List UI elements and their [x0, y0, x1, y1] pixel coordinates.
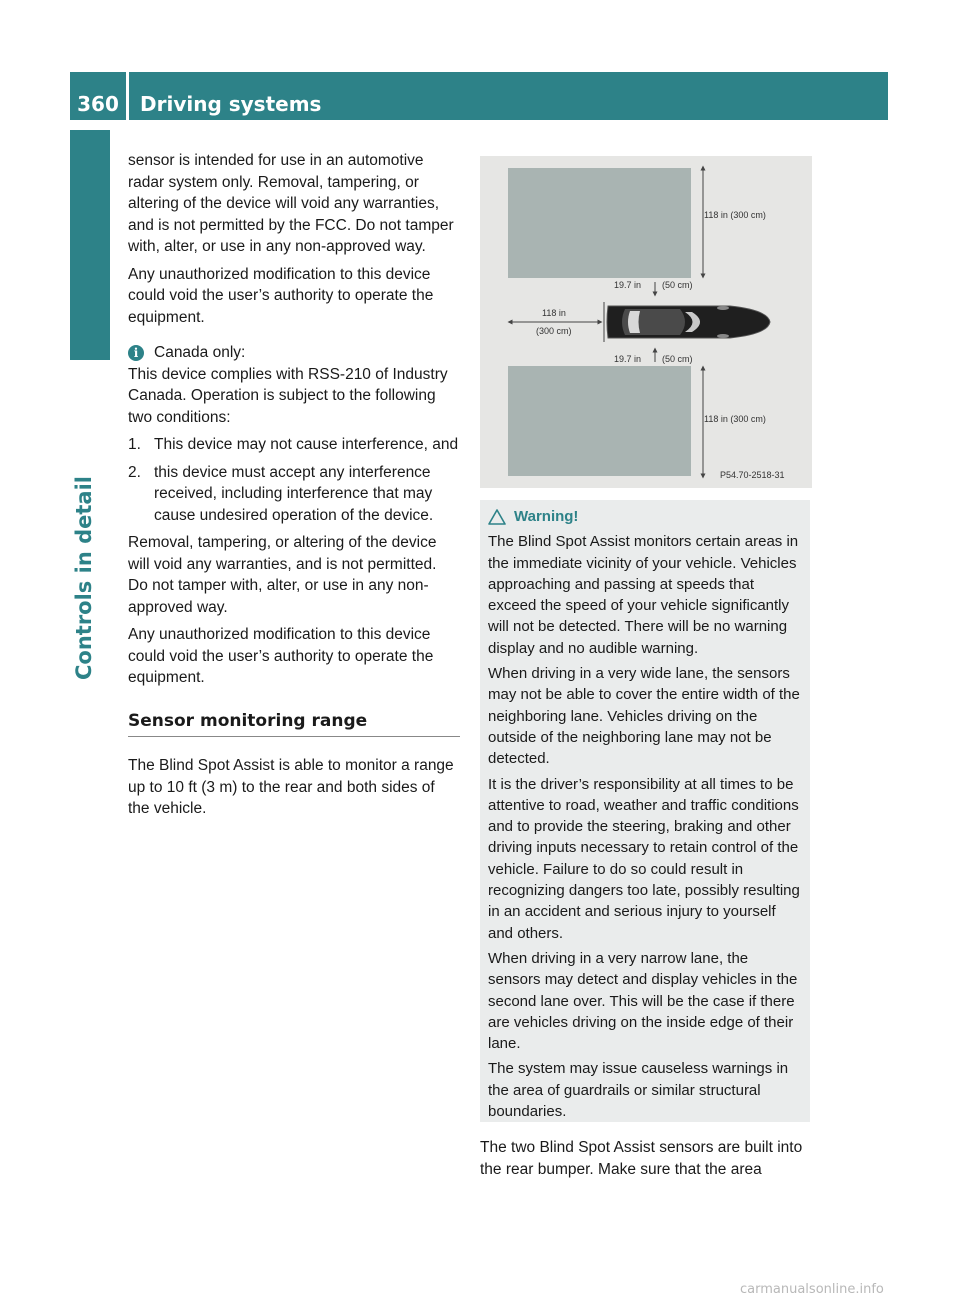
- car-top-view-icon: [607, 306, 770, 338]
- subheading: Sensor monitoring range: [128, 711, 460, 738]
- diagram-svg: [480, 156, 812, 488]
- paragraph: Removal, tampering, or altering of the device will void any warranties, and is not permitted. Do not tamper with, alter, or use in any non-approved way.: [128, 534, 437, 616]
- paragraph: sensor is intended for use in an automotive radar system only. Removal, tampering, or altering of the device will void any warranties, and is not permitted by the FCC. Do not tamper with, alter, or use in any non-approved way.: [128, 152, 454, 255]
- section-title: Driving systems: [140, 92, 322, 116]
- right-column: [480, 1137, 812, 1180]
- label-rear-cm: (300 cm): [536, 326, 572, 336]
- warning-paragraph: It is the driver’s responsibility at all times to be attentive to road, weather and traffic conditions and to provide the steering, braking and other driving inputs necessary to retain control of the vehicle. Failure to do so could result in recognizing dangers too late, possibly resulting in an accident and serious injury to yourself and others.: [488, 775, 800, 942]
- figure-code: P54.70-2518-31: [720, 470, 785, 480]
- chapter-tab: [70, 130, 110, 360]
- list-text: this device must accept any interference received, including interference that may cause undesired operation of the device.: [154, 463, 434, 524]
- list-item: [128, 434, 460, 456]
- list-text: This device may not cause interference, and: [154, 436, 459, 453]
- label-gap-top-cm: (50 cm): [662, 280, 693, 290]
- label-gap-bottom: 19.7 in: [614, 354, 642, 364]
- warning-header: [488, 506, 802, 527]
- label-gap-bottom-cm: (50 cm): [662, 354, 693, 364]
- warning-box: [480, 500, 810, 1122]
- warning-paragraph: When driving in a very wide lane, the sensors may not be able to cover the entire width of the neighboring lane. Vehicles driving on the outside of the neighboring lane may not be detected.: [488, 665, 800, 768]
- warning-paragraph: The system may issue causeless warnings in the area of guardrails or similar structural boundaries.: [488, 1060, 789, 1121]
- list-number: 2.: [128, 463, 141, 481]
- info-icon: i: [128, 345, 144, 361]
- label-bottom: 118 in (300 cm): [704, 414, 766, 424]
- paragraph: Any unauthorized modification to this device could void the user’s authority to operate the equipment.: [128, 265, 434, 326]
- monitor-zone-left: [508, 168, 691, 278]
- header-divider: [126, 72, 129, 120]
- label-top: 118 in (300 cm): [704, 210, 766, 220]
- sensor-range-diagram: [480, 156, 812, 488]
- warning-title: Warning!: [514, 508, 579, 525]
- label-rear-in: 118 in: [542, 308, 566, 318]
- paragraph: The two Blind Spot Assist sensors are built into the rear bumper. Make sure that the area: [480, 1139, 803, 1178]
- page-number: 360: [77, 92, 119, 116]
- watermark: carmanualsonline.info: [740, 1282, 884, 1297]
- warning-paragraph: The Blind Spot Assist monitors certain areas in the immediate vicinity of your vehicle. Vehicles approaching and passing at speeds that exceed the speed of your vehicle significantly will not be detected. There will be no warning display and no audible warning.: [488, 533, 799, 657]
- left-column: [128, 150, 460, 826]
- info-heading: Canada only:: [154, 344, 246, 361]
- paragraph: This device complies with RSS-210 of Industry Canada. Operation is subject to the following two conditions:: [128, 365, 448, 426]
- warning-paragraph: When driving in a very narrow lane, the sensors may detect and display vehicles in the second lane over. This will be the case if there are vehicles driving on the inside edge of their lane.: [488, 949, 798, 1053]
- info-note: [128, 342, 460, 364]
- label-gap-top: 19.7 in: [614, 280, 642, 290]
- monitor-zone-right: [508, 366, 691, 476]
- chapter-title: Controls in detail: [72, 476, 96, 680]
- list-number: 1.: [128, 436, 141, 453]
- warning-icon: [488, 509, 506, 525]
- list-item: [128, 462, 460, 527]
- paragraph: The Blind Spot Assist is able to monitor a range up to 10 ft (3 m) to the rear and both sides of the vehicle.: [128, 757, 454, 817]
- conditions-list: [128, 434, 460, 526]
- paragraph: Any unauthorized modification to this device could void the user’s authority to operate the equipment.: [128, 626, 434, 686]
